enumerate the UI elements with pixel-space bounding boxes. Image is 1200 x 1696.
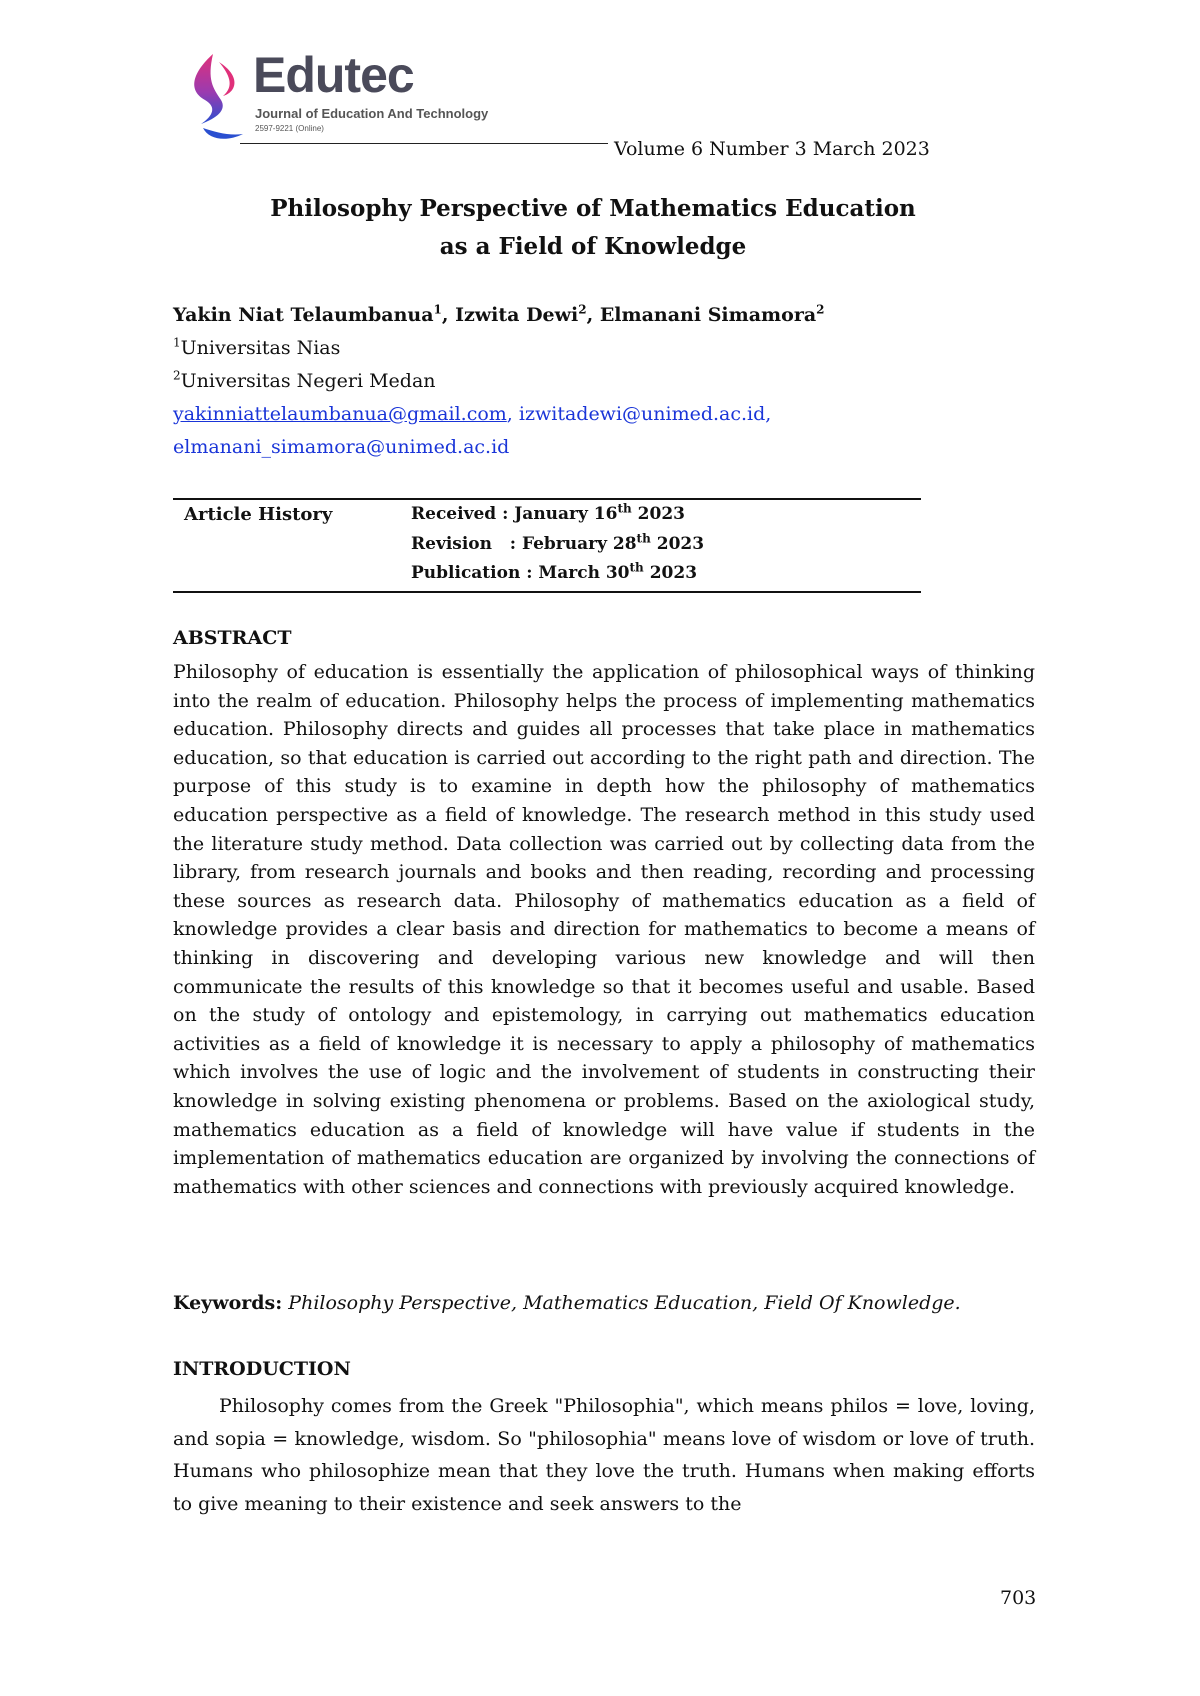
email-link-3[interactable]: elmanani_simamora@unimed.ac.id	[173, 436, 510, 458]
logo-issn: 2597-9221 (Online)	[255, 124, 324, 133]
revision-year: 2023	[650, 534, 705, 554]
author-sep: ,	[586, 304, 600, 326]
affiliation-sup: 1	[173, 335, 181, 350]
introduction-heading: INTRODUCTION	[173, 1358, 351, 1380]
email-sep: ,	[765, 403, 772, 425]
author-2-sup: 2	[578, 302, 587, 317]
author-sep: ,	[441, 304, 456, 326]
history-revision	[411, 531, 705, 554]
affiliation-1	[173, 337, 340, 359]
received-year: 2023	[631, 504, 685, 524]
affiliation-name: Universitas Negeri Medan	[180, 370, 436, 392]
article-history-label: Article History	[184, 504, 333, 525]
introduction-text: Philosophy comes from the Greek "Philosophia", which means philos = love, loving, and sopia = knowledge, wisdom. So "philosophia" means love of wisdom or love of truth. Humans who philosophize mean that they love the truth. Humans when making efforts to give meaning to their existence and seek answers to the	[173, 1395, 1035, 1515]
author-3-sup: 2	[816, 302, 825, 317]
logo-subtitle: Journal of Education And Technology	[255, 106, 489, 121]
logo-title: Edutec	[253, 47, 414, 103]
volume-info: Volume 6 Number 3 March 2023	[614, 138, 930, 160]
author-3: Elmanani Simamora	[599, 304, 817, 326]
email-sep: ,	[506, 403, 519, 425]
revision-text: Revision : February 28	[411, 534, 637, 554]
title-line-1: Philosophy Perspective of Mathematics Education	[270, 195, 916, 222]
paper-title	[173, 190, 1013, 266]
publication-year: 2023	[643, 563, 698, 583]
history-bottom-rule	[173, 591, 921, 593]
history-top-rule	[173, 498, 921, 500]
keywords-label: Keywords:	[173, 1292, 283, 1314]
header-rule	[240, 143, 608, 144]
author-list	[173, 304, 825, 326]
edutec-swoosh-icon	[183, 52, 249, 142]
abstract-text: Philosophy of education is essentially the application of philosophical ways of thinking into the realm of education. Philosophy helps the process of implementing mathematics education. Philosophy directs and guides all processes that take place in mathematics education, so that education is carried out according to the right path and direction. The purpose of this study is to examine in depth how the philosophy of mathematics education perspective as a field of knowledge. The research method in this study used the literature study method. Data collection was carried out by collecting data from the library, from research journals and books and then reading, recording and processing these sources as research data. Philosophy of mathematics education as a field of knowledge provides a clear basis and direction for mathematics to become a means of thinking in discovering and developing various new knowledge and will then communicate the results of this knowledge so that it becomes useful and usable. Based on the study of ontology and epistemology, in carrying out mathematics education activities as a field of knowledge it is necessary to apply a philosophy of mathematics which involves the use of logic and the involvement of students in constructing their knowledge in solving existing phenomena or problems. Based on the axiological study, mathematics education as a field of knowledge will have value if students in the implementation of mathematics education are organized by involving the connections of mathematics with other sciences and connections with previously acquired knowledge.	[173, 661, 1035, 1198]
email-link-1[interactable]: yakinniattelaumbanua@gmail.com	[173, 403, 507, 425]
author-1: Yakin Niat Telaumbanua	[173, 304, 434, 326]
keywords	[173, 1292, 961, 1314]
page-number: 703	[1000, 1587, 1037, 1609]
edutec-logo	[183, 47, 493, 144]
affiliation-sup: 2	[173, 368, 181, 383]
email-link-2[interactable]: izwitadewi@unimed.ac.id	[518, 403, 766, 425]
publication-sup: th	[629, 560, 644, 575]
email-line-1	[173, 403, 771, 425]
email-line-2	[173, 436, 509, 458]
abstract-heading: ABSTRACT	[173, 627, 292, 649]
received-sup: th	[617, 501, 632, 516]
publication-text: Publication : March 30	[411, 563, 630, 583]
author-1-sup: 1	[433, 302, 442, 317]
history-received	[411, 501, 685, 524]
title-line-2: as a Field of Knowledge	[439, 233, 747, 260]
revision-sup: th	[636, 531, 651, 546]
received-text: Received : January 16	[411, 504, 618, 524]
affiliation-name: Universitas Nias	[180, 337, 341, 359]
keywords-values: Philosophy Perspective, Mathematics Education, Field Of Knowledge.	[282, 1292, 961, 1314]
affiliation-2	[173, 370, 436, 392]
history-publication	[411, 560, 698, 583]
author-2: Izwita Dewi	[455, 304, 579, 326]
